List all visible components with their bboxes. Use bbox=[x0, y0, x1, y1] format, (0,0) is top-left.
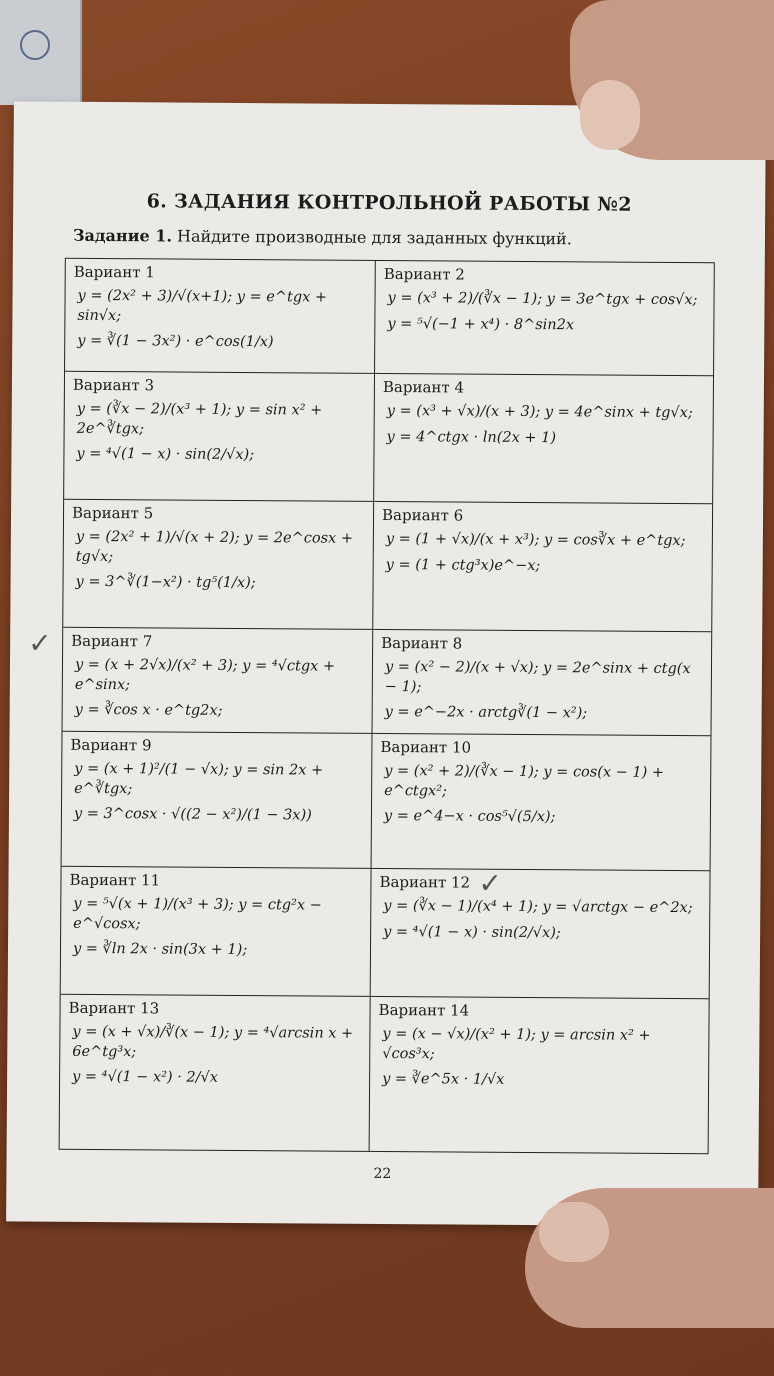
formula: y = e^−2x · arctg∛(1 − x²); bbox=[384, 704, 588, 722]
formula: y = ∛cos x · e^tg2x; bbox=[74, 701, 223, 719]
variant-name: Вариант 6 bbox=[381, 505, 464, 525]
task-text: Найдите производные для заданных функций. bbox=[176, 226, 572, 249]
formula: y = (1 + ctg³x)e^−x; bbox=[385, 556, 541, 574]
formula: y = (x + 1)²/(1 − √x); y = sin 2x + e^∛tgx; bbox=[74, 760, 324, 797]
formula: y = ∛(1 − 3x²) · e^cos(1/x) bbox=[77, 332, 274, 351]
variant-cell bbox=[375, 261, 714, 376]
formula: y = (x³ + 2)/(∛x − 1); y = 3e^tgx + cos√x; bbox=[387, 290, 698, 309]
formula: y = (x + 2√x)/(x² + 3); y = ⁴√ctgx + e^sinx; bbox=[74, 656, 336, 693]
formula: y = e^4−x · cos⁵√(5/x); bbox=[383, 808, 556, 826]
spiral-ring-icon bbox=[20, 30, 50, 60]
formula: y = (1 + √x)/(x + x³); y = cos∛x + e^tgx; bbox=[385, 530, 686, 550]
page-title: 6. ЗАДАНИЯ КОНТРОЛЬНОЙ РАБОТЫ №2 bbox=[146, 190, 632, 216]
page-number: 22 bbox=[373, 1165, 392, 1183]
formula: y = (x³ + √x)/(x + 3); y = 4e^sinx + tg√x; bbox=[386, 402, 693, 422]
formula: y = ⁴√(1 − x²) · 2/√x bbox=[72, 1068, 219, 1086]
variant-cell bbox=[372, 734, 711, 871]
thumb-bottom bbox=[525, 1188, 774, 1328]
variant-name: Вариант 5 bbox=[71, 503, 154, 523]
variant-cell bbox=[370, 997, 709, 1153]
variant-name: Вариант 11 bbox=[69, 870, 161, 890]
formula: y = (x² + 2)/(∛x − 1); y = cos(x − 1) + e^ctgx²; bbox=[384, 762, 665, 799]
formula: y = (2x² + 1)/√(x + 2); y = 2e^cosx + tg√x; bbox=[75, 528, 354, 565]
variant-cell bbox=[61, 867, 372, 997]
variant-name: Вариант 8 bbox=[381, 633, 463, 653]
variant-name: Вариант 2 bbox=[383, 264, 465, 284]
notepad-corner bbox=[0, 0, 82, 105]
formula: y = ⁴√(1 − x) · sin(2/√x); bbox=[383, 923, 561, 941]
variant-name: Вариант 4 bbox=[382, 377, 465, 397]
task-label: Задание 1. bbox=[72, 225, 173, 246]
textbook-page bbox=[6, 101, 766, 1226]
formula: y = ⁴√(1 − x) · sin(2/√x); bbox=[76, 445, 255, 464]
formula: y = 4^ctgx · ln(2x + 1) bbox=[386, 428, 557, 446]
formula: y = 3^∛(1−x²) · tg⁵(1/x); bbox=[75, 573, 256, 592]
formula: y = (∛x − 2)/(x³ + 1); y = sin x² + 2e^∛tgx; bbox=[76, 400, 323, 437]
variant-cell bbox=[63, 500, 374, 630]
variant-name: Вариант 1 bbox=[73, 262, 155, 282]
task-heading bbox=[73, 226, 572, 248]
variant-cell bbox=[63, 628, 374, 734]
variant-cell bbox=[371, 866, 710, 999]
variant-cell bbox=[374, 374, 713, 504]
variants-table bbox=[59, 258, 715, 1155]
variant-name: Вариант 9 bbox=[70, 735, 152, 755]
formula: y = (x − √x)/(x² + 1); y = arcsin x² + √cos³x; bbox=[382, 1025, 651, 1062]
formula: y = 3^cosx · √((2 − x²)/(1 − 3x)) bbox=[73, 805, 312, 824]
variant-name: Вариант 14 bbox=[378, 1000, 470, 1020]
variant-cell bbox=[373, 502, 712, 632]
variant-name: Вариант 12 bbox=[379, 872, 471, 892]
variant-name: Вариант 13 bbox=[68, 998, 160, 1018]
variant-name: Вариант 10 bbox=[380, 737, 472, 757]
formula: y = ⁵√(−1 + x⁴) · 8^sin2x bbox=[387, 315, 575, 333]
thumbnail-shape bbox=[580, 80, 640, 150]
variant-cell bbox=[62, 732, 373, 869]
thumb-top bbox=[570, 0, 774, 160]
formula: y = (∛x − 1)/(x⁴ + 1); y = √arctgx − e^2x; bbox=[383, 897, 693, 917]
pencil-check-mark-icon: ✓ bbox=[478, 866, 503, 900]
formula: y = (x² − 2)/(x + √x); y = 2e^sinx + ctg(x − 1); bbox=[384, 658, 691, 695]
formula: y = ∛e^5x · 1/√x bbox=[382, 1071, 505, 1088]
formula: y = ⁵√(x + 1)/(x³ + 3); y = ctg²x − e^√cosx; bbox=[73, 895, 322, 932]
formula: y = (x + √x)/∛(x − 1); y = ⁴√arcsin x + 6e^tg³x; bbox=[72, 1023, 354, 1060]
variant-cell bbox=[64, 372, 375, 502]
formula: y = ∛ln 2x · sin(3x + 1); bbox=[72, 940, 248, 959]
variant-cell bbox=[65, 259, 376, 374]
formula: y = (2x² + 3)/√(x+1); y = e^tgx + sin√x; bbox=[77, 287, 328, 324]
variant-cell bbox=[60, 995, 371, 1151]
pencil-check-mark-icon: ✓ bbox=[28, 626, 52, 660]
variant-name: Вариант 7 bbox=[71, 631, 153, 651]
thumbnail-shape bbox=[539, 1202, 609, 1262]
variant-name: Вариант 3 bbox=[72, 375, 155, 395]
variant-cell bbox=[373, 630, 712, 736]
